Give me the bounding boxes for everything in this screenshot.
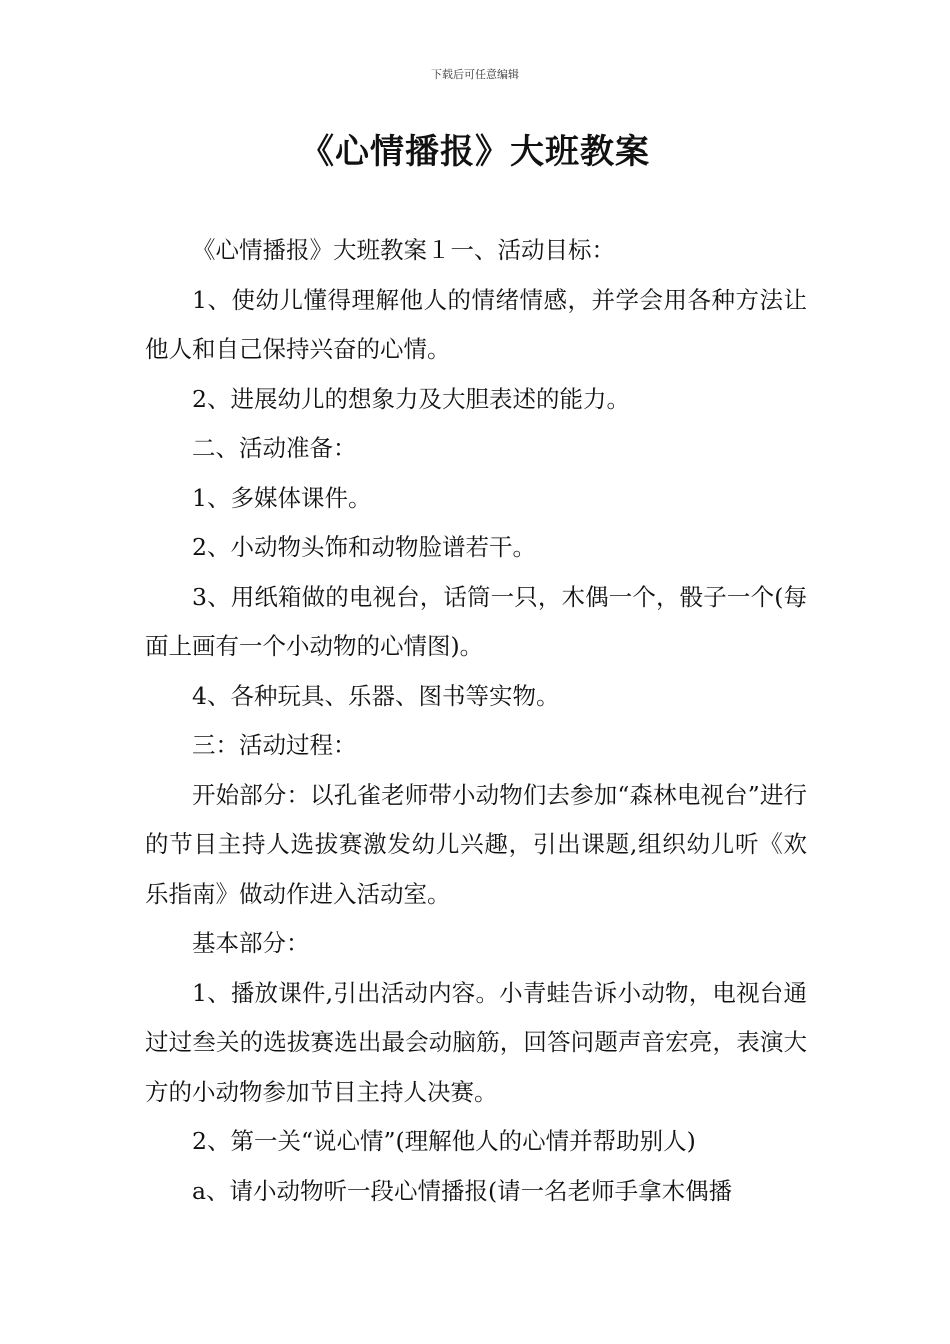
document-title: 《心情播报》大班教案 [300, 132, 650, 172]
paragraph: 2、进展幼儿的想象力及大胆表述的能力。 [192, 384, 630, 413]
paragraph: a、请小动物听一段心情播报(请一名老师手拿木偶播 [192, 1176, 733, 1205]
paragraph: 《心情播报》大班教案１一、活动目标： [192, 236, 615, 264]
paragraph: 1、播放课件,引出活动内容。小青蛙告诉小动物，电视台通过过叁关的选拔赛选出最会动脑筋，回答问题声音宏亮，表演大方的小动物参加节目主持人决赛。 [145, 978, 807, 1106]
paragraph: 3、用纸箱做的电视台，话筒一只，木偶一个，骰子一个(每面上画有一个小动物的心情图)。 [145, 582, 807, 660]
paragraph: 4、各种玩具、乐器、图书等实物。 [192, 681, 560, 710]
paragraph: 1、使幼儿懂得理解他人的情绪情感，并学会用各种方法让他人和自己保持兴奋的心情。 [145, 285, 807, 363]
paragraph: 2、小动物头饰和动物脸谱若干。 [192, 533, 536, 561]
paragraph: 二、活动准备： [192, 434, 357, 462]
paragraph: 三：活动过程： [192, 731, 357, 759]
paragraph: 基本部分： [192, 929, 310, 957]
paragraph: 1、多媒体课件。 [192, 483, 372, 512]
header-note: 下载后可任意编辑 [431, 68, 519, 81]
document-body [145, 226, 807, 1216]
paragraph: 开始部分：以孔雀老师带小动物们去参加“森林电视台”进行的节目主持人选拔赛激发幼儿兴趣，引出课题,组织幼儿听《欢乐指南》做动作进入活动室。 [145, 780, 807, 908]
paragraph: 2、第一关“说心情”(理解他人的心情并帮助别人) [192, 1127, 696, 1155]
